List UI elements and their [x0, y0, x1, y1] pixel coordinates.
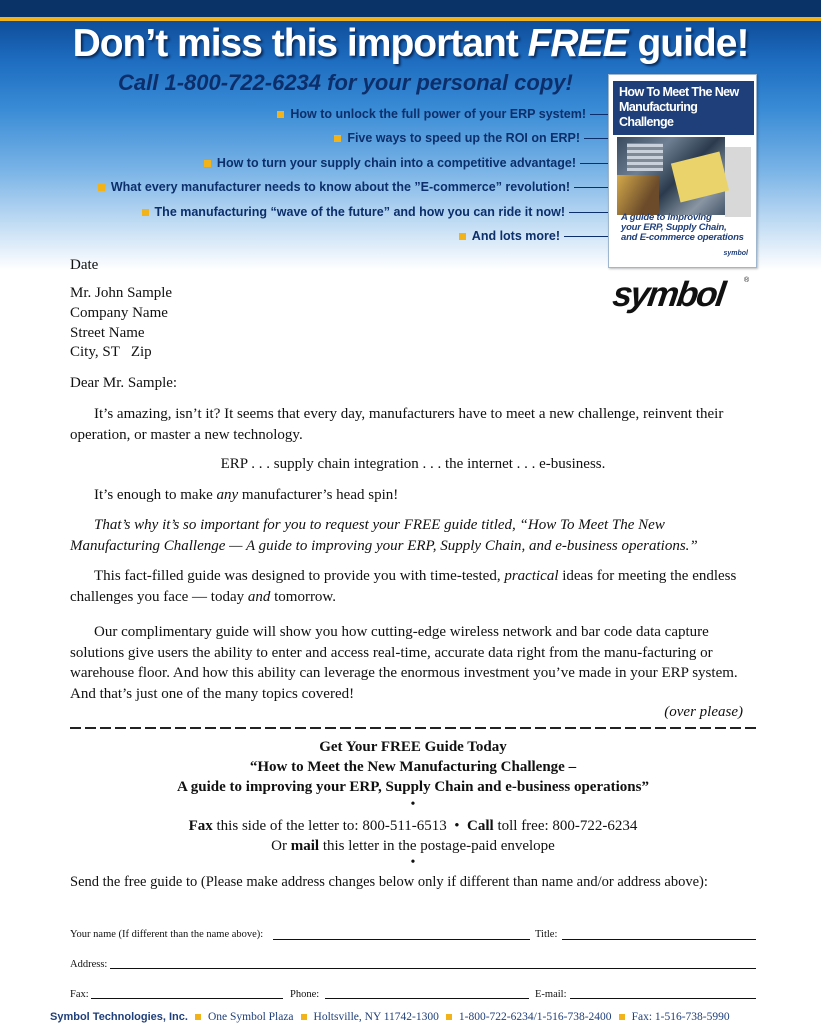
booklet-title-line: How To Meet The New [619, 85, 739, 99]
bullet-square-icon [459, 233, 466, 240]
booklet-photo-detail [627, 143, 663, 171]
header-gold-rule [0, 17, 821, 21]
bullet-dot: • [410, 797, 416, 812]
name-field[interactable] [273, 939, 530, 940]
letter-paragraph [70, 485, 756, 506]
title-field-label: Title: [535, 929, 558, 940]
text-emphasis: practical [504, 568, 559, 584]
email-field-label: E-mail: [535, 989, 567, 1000]
fax-field-label: Fax: [70, 989, 89, 1000]
benefit-item [204, 153, 576, 173]
cut-line [70, 727, 756, 729]
mail-label: mail [290, 838, 320, 854]
address-line: City, ST Zip [70, 344, 152, 360]
leader-line [574, 187, 608, 188]
salutation: Dear Mr. Sample: [70, 375, 178, 391]
footer-separator-icon [301, 1014, 307, 1020]
text-run: manufacturer’s head spin! [238, 487, 399, 503]
text-run: ideas for meeting the endless challenges you face — today [70, 568, 737, 605]
headline-free: FREE [527, 22, 628, 65]
text-run: It’s enough to make [94, 487, 217, 503]
booklet-shadow-panel [725, 147, 751, 217]
letter-paragraph: ERP . . . supply chain integration . . . the internet . . . e-business. [220, 456, 606, 472]
booklet-photo-detail [617, 175, 659, 215]
symbol-logo: symbol [610, 275, 727, 314]
leader-line [584, 138, 608, 139]
call-text: toll free: 800-722-6234 [493, 818, 638, 834]
leader-line [564, 236, 608, 237]
call-line: Call 1-800-722-6234 for your personal copy! [118, 70, 573, 95]
benefit-text: How to unlock the full power of your ERP system! [290, 107, 586, 121]
fax-label: Fax [188, 818, 213, 834]
footer-city: Holtsville, NY 11742-1300 [313, 1011, 439, 1023]
benefit-text: And lots more! [471, 229, 560, 243]
letter-date: Date [70, 257, 99, 273]
letter-paragraph [70, 566, 756, 607]
reply-heading: Get Your FREE Guide Today [319, 739, 507, 755]
footer-fax: Fax: 1-516-738-5990 [631, 1011, 730, 1023]
benefit-text: Five ways to speed up the ROI on ERP! [347, 131, 580, 145]
booklet-photo [617, 137, 725, 215]
reply-guide-title: “How to Meet the New Manufacturing Challenge – [249, 759, 577, 775]
fax-text: this side of the letter to: 800-511-6513 • [212, 818, 468, 834]
headline-post: guide! [627, 22, 749, 65]
booklet-subtitle-line: and E-commerce operations [621, 232, 744, 243]
footer-company: Symbol Technologies, Inc. [50, 1011, 188, 1023]
phone-field-label: Phone: [290, 989, 320, 1000]
headline-pre: Don’t miss this important [72, 22, 528, 65]
benefit-item [98, 177, 570, 197]
address-field-label: Address: [70, 959, 108, 970]
letter-paragraph: That’s why it’s so important for you to request your FREE guide titled, “How To Meet The New Manufacturing Challenge — A guide to improving your ERP, Supply Chain, and e-business operations.” [70, 517, 698, 554]
footer-separator-icon [619, 1014, 625, 1020]
reply-guide-subtitle: A guide to improving your ERP, Supply Chain and e-business operations” [177, 779, 649, 795]
phone-field[interactable] [325, 998, 529, 999]
call-label: Call [467, 818, 494, 834]
guide-booklet-cover [608, 74, 757, 268]
leader-line [590, 114, 608, 115]
address-line: Street Name [70, 325, 145, 341]
bullet-dot: • [410, 855, 416, 870]
headline [0, 22, 821, 66]
address-field[interactable] [110, 968, 756, 969]
booklet-brand: symbol [723, 250, 748, 257]
leader-line [569, 212, 608, 213]
bullet-square-icon [142, 209, 149, 216]
booklet-subtitle [621, 213, 755, 243]
reply-mail-line [70, 836, 756, 856]
bullet-square-icon [204, 160, 211, 167]
footer-separator-icon [446, 1014, 452, 1020]
booklet-photo-detail [671, 152, 729, 203]
address-line: Company Name [70, 305, 168, 321]
booklet-title-line: Manufacturing Challenge [619, 100, 698, 129]
letter-paragraph: It’s amazing, isn’t it? It seems that every day, manufacturers have to meet a new challenge, reinvent their operation, or master a new technology. [70, 406, 724, 443]
fax-field[interactable] [91, 998, 283, 999]
registered-mark: ® [744, 277, 750, 284]
send-instruction: Send the free guide to (Please make address changes below only if different than name and/or address above): [70, 874, 708, 890]
booklet-subtitle-line: your ERP, Supply Chain, [621, 222, 727, 233]
benefit-text: What every manufacturer needs to know about the ”E-commerce” revolution! [110, 180, 570, 194]
footer [50, 1011, 810, 1023]
bullet-square-icon [98, 184, 105, 191]
bullet-square-icon [277, 111, 284, 118]
footer-phones: 1-800-722-6234/1-516-738-2400 [458, 1011, 612, 1023]
benefit-item [142, 202, 565, 222]
header-top-bar [0, 0, 821, 17]
address-line: Mr. John Sample [70, 285, 173, 301]
text-emphasis: and [247, 588, 271, 605]
over-please-note: (over please) [664, 704, 743, 720]
text-run: This fact-filled guide was designed to provide you with time-tested, [94, 568, 505, 584]
bullet-square-icon [334, 135, 341, 142]
footer-address: One Symbol Plaza [207, 1011, 294, 1023]
letter-paragraph: Our complimentary guide will show you how cutting-edge wireless network and bar code data capture solutions give users the ability to enter and access real-time, accurate data right from the manu-facturing or warehouse floor. And how this ability can leverage the enormous investment you’ve made in your ERP system. And that’s just one of the many topics covered! [70, 624, 738, 702]
title-field[interactable] [562, 939, 756, 940]
benefit-item [459, 226, 560, 246]
benefit-item [277, 104, 586, 124]
footer-separator-icon [195, 1014, 201, 1020]
reply-fax-call-line [70, 816, 756, 836]
mail-pre: Or [271, 838, 291, 854]
benefit-text: How to turn your supply chain into a competitive advantage! [216, 156, 576, 170]
text-emphasis: any [216, 487, 239, 503]
text-run: tomorrow. [270, 588, 337, 605]
booklet-title [613, 81, 754, 135]
leader-line [580, 163, 608, 164]
benefit-text: The manufacturing “wave of the future” and how you can ride it now! [154, 205, 565, 219]
benefit-item [334, 128, 580, 148]
email-field[interactable] [570, 998, 756, 999]
mail-post: this letter in the postage-paid envelope [319, 838, 555, 854]
name-field-label: Your name (If different than the name above): [70, 929, 264, 940]
booklet-subtitle-line: A guide to improving [621, 212, 712, 223]
